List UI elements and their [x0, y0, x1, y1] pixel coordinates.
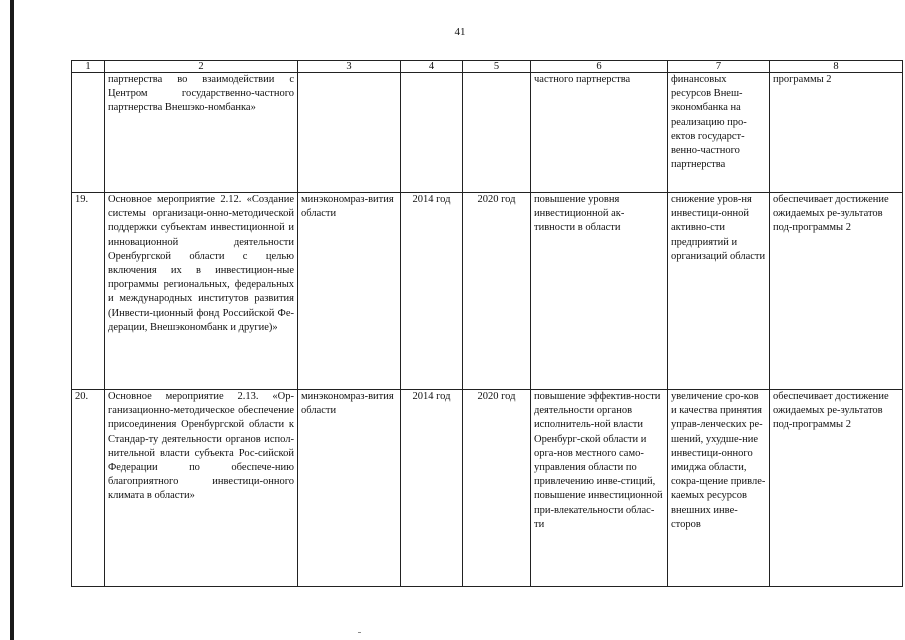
- header-cell: 4: [401, 61, 463, 73]
- row-number: [72, 73, 105, 193]
- end-year: 2020 год: [463, 390, 531, 587]
- end-year: 2020 год: [463, 193, 531, 390]
- page-edge-bar: [10, 0, 14, 640]
- row-number: 19.: [72, 193, 105, 390]
- end-year: [463, 73, 531, 193]
- header-cell: 5: [463, 61, 531, 73]
- header-row: [72, 61, 903, 73]
- header-cell: 3: [298, 61, 401, 73]
- executor: [298, 73, 401, 193]
- page-number: 41: [454, 26, 466, 38]
- measure-name: партнерства во взаимодействии с Центром государственно-частного партнерства Внешэко-номбанка»: [105, 73, 298, 193]
- link-to-indicators: обеспечивает достижение ожидаемых ре-зультатов под-программы 2: [770, 390, 903, 587]
- expected-result: повышение уровня инвестиционной ак-тивности в области: [531, 193, 668, 390]
- expected-result: повышение эффектив-ности деятельности органов исполнитель-ной власти Оренбург-ской области и орга-нов местного само-управления области по привлечению инве-стиций, повышение инвестиционной при-влекательности облас-ти: [531, 390, 668, 587]
- header-cell: 2: [105, 61, 298, 73]
- table-row: [72, 73, 903, 193]
- table-row: [72, 193, 903, 390]
- link-to-indicators: программы 2: [770, 73, 903, 193]
- consequences: увеличение сро-ков и качества принятия управ-ленческих ре-шений, ухудше-ние инвестици-онного имиджа области, сокра-щение привле-каемых ресурсов внешних инве-сторов: [668, 390, 770, 587]
- measures-table: [71, 60, 903, 587]
- expected-result: частного партнерства: [531, 73, 668, 193]
- header-cell: 1: [72, 61, 105, 73]
- executor: минэкономраз-вития области: [298, 193, 401, 390]
- consequences: финансовых ресурсов Внеш-экономбанка на реализацию про-ектов государст-венно-частного партнерства: [668, 73, 770, 193]
- table-row: [72, 390, 903, 587]
- start-year: 2014 год: [401, 390, 463, 587]
- header-cell: 7: [668, 61, 770, 73]
- measure-name: Основное мероприятие 2.12. «Создание системы организаци-онно-методической поддержки субъектам инвестиционной и инновационной деятельности Оренбургской области с целью включения их в инвестицион-ные программы региональных, федеральных и международных институтов развития (Инвести-ционный фонд Российской Фе-дерации, Внешэкономбанк и другие)»: [105, 193, 298, 390]
- header-cell: 6: [531, 61, 668, 73]
- row-number: 20.: [72, 390, 105, 587]
- header-cell: 8: [770, 61, 903, 73]
- consequences: снижение уров-ня инвестици-онной активно-сти предприятий и организаций области: [668, 193, 770, 390]
- scan-speck: [358, 632, 361, 633]
- start-year: [401, 73, 463, 193]
- link-to-indicators: обеспечивает достижение ожидаемых ре-зультатов под-программы 2: [770, 193, 903, 390]
- start-year: 2014 год: [401, 193, 463, 390]
- measure-name: Основное мероприятие 2.13. «Ор-ганизационно-методическое обеспечение присоединения Оренбургской области к Стандар-ту деятельности органов испол-нительной власти субъекта Рос-сийской Федерации по обеспече-нию благоприятного инвестици-онного климата в области»: [105, 390, 298, 587]
- executor: минэкономраз-вития области: [298, 390, 401, 587]
